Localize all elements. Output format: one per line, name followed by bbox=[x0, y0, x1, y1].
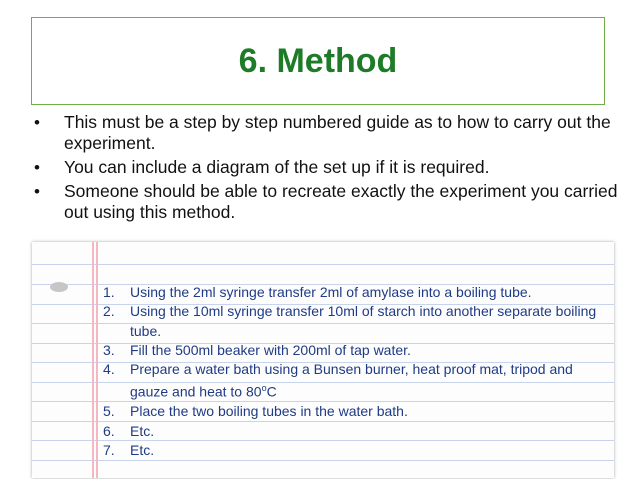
step-text: Using the 2ml syringe transfer 2ml of amylase into a boiling tube. bbox=[130, 284, 532, 300]
step-item bbox=[94, 441, 606, 460]
step-text: Place the two boiling tubes in the water bath. bbox=[130, 403, 408, 420]
step-text: Fill the 500ml beaker with 200ml of tap water. bbox=[130, 341, 411, 358]
bullet-item bbox=[30, 112, 620, 154]
bullet-text: This must be a step by step numbered guide as to how to carry out the experiment. bbox=[64, 112, 611, 153]
step-item bbox=[94, 422, 606, 441]
bullet-text: You can include a diagram of the set up if it is required. bbox=[64, 157, 490, 177]
step-text: Etc. bbox=[130, 422, 155, 439]
step-item bbox=[94, 341, 606, 360]
step-text-tail: C bbox=[266, 384, 277, 401]
punch-hole bbox=[50, 282, 68, 292]
step-number: 4. bbox=[103, 361, 115, 378]
step-item bbox=[94, 360, 606, 402]
bullet-dot: • bbox=[34, 182, 40, 201]
bullet-dot: • bbox=[34, 113, 40, 132]
step-number: 2. bbox=[103, 303, 115, 320]
notebook-paper bbox=[32, 242, 614, 478]
paper-rule-line bbox=[32, 264, 614, 265]
bullet-list bbox=[30, 112, 620, 226]
bullet-dot: • bbox=[34, 158, 40, 177]
step-item bbox=[94, 302, 606, 341]
step-text: Etc. bbox=[130, 442, 155, 459]
step-number: 1. bbox=[103, 284, 115, 300]
step-number: 5. bbox=[103, 403, 115, 420]
step-number: 6. bbox=[103, 422, 115, 439]
step-item bbox=[94, 402, 606, 421]
step-text: Prepare a water bath using a Bunsen burner, heat proof mat, tripod and gauze and heat to 80 bbox=[130, 361, 573, 401]
step-item bbox=[94, 283, 606, 302]
slide-title: 6. Method bbox=[238, 41, 398, 80]
bullet-item bbox=[30, 181, 620, 223]
method-steps bbox=[94, 283, 606, 460]
title-box bbox=[31, 17, 605, 105]
step-text: Using the 10ml syringe transfer 10ml of starch into another separate boiling tube. bbox=[130, 303, 597, 339]
bullet-text: Someone should be able to recreate exactly the experiment you carried out using this method. bbox=[64, 181, 618, 222]
step-number: 7. bbox=[103, 442, 115, 459]
bullet-item bbox=[30, 157, 620, 178]
step-number: 3. bbox=[103, 341, 115, 358]
degree-superscript: o bbox=[261, 383, 267, 394]
